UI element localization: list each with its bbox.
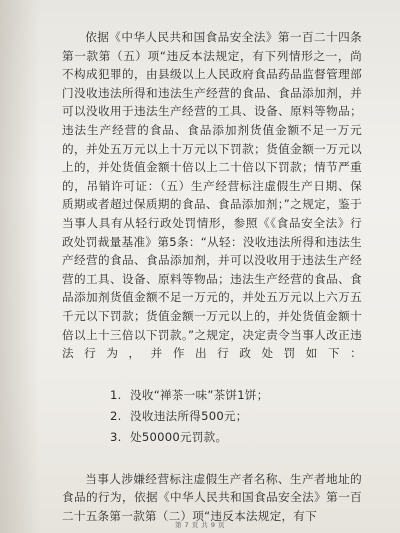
paragraph-second-violation: 当事人涉嫌经营标注虚假生产者名称、生产者地址的食品的行为，依据《中华人民共和国食品安全法》第一百二十五条第一款第（二）项“违反本法规定，有下: [62, 471, 362, 523]
item-text: 没收“禅茶一味”茶饼1饼；: [130, 388, 269, 402]
item-text: 处50000元罚款。: [130, 430, 228, 444]
item-text: 没收违法所得500元；: [130, 409, 248, 423]
item-number: 3.: [110, 430, 122, 444]
penalty-item-2: [110, 406, 269, 427]
document-body: [62, 28, 362, 363]
page-shadow: [0, 0, 40, 533]
penalty-item-3: [110, 427, 269, 448]
penalty-list: [110, 385, 269, 448]
penalty-item-1: [110, 385, 269, 406]
item-number: 2.: [110, 409, 122, 423]
paragraph-legal-basis: 依据《中华人民共和国食品安全法》第一百二十四条第一款第（五）项“违反本法规定，有下列情形之一，尚不构成犯罪的，由县级以上人民政府食品药品监督管理部门没收违法所得和违法生产经营的食品、食品添加剂，并可以没收用于违法生产经营的工具、设备、原料等物品；违法生产经营的食品、食品添加剂货值金额不足一万元的，并处五万元以上十万元以下罚款；货值金额一万元以上的，并处货值金额十倍以上二十倍以下罚款；情节严重的，吊销许可证：（五）生产经营标注虚假生产日期、保质期或者超过保质期的食品、食品添加剂；”之规定，鉴于当事人具有从轻行政处罚情形，参照《《食品安全法》行政处罚裁量基准》第5条：“从轻：没收违法所得和违法生产经营的食品、食品添加剂，并可以没收用于违法生产经营的工具、设备、原料等物品；违法生产经营的食品、食品添加剂货值金额不足一万元的，并处五万元以上六万五千元以下罚款；货值金额一万元以上的，并处货值金额十倍以上十三倍以下罚款。”之规定，决定责令当事人改正违法行为，并作出行政处罚如下：: [62, 30, 362, 361]
item-number: 1.: [110, 388, 122, 402]
page-number-footer: 第 7 页 共 9 页: [174, 521, 226, 529]
